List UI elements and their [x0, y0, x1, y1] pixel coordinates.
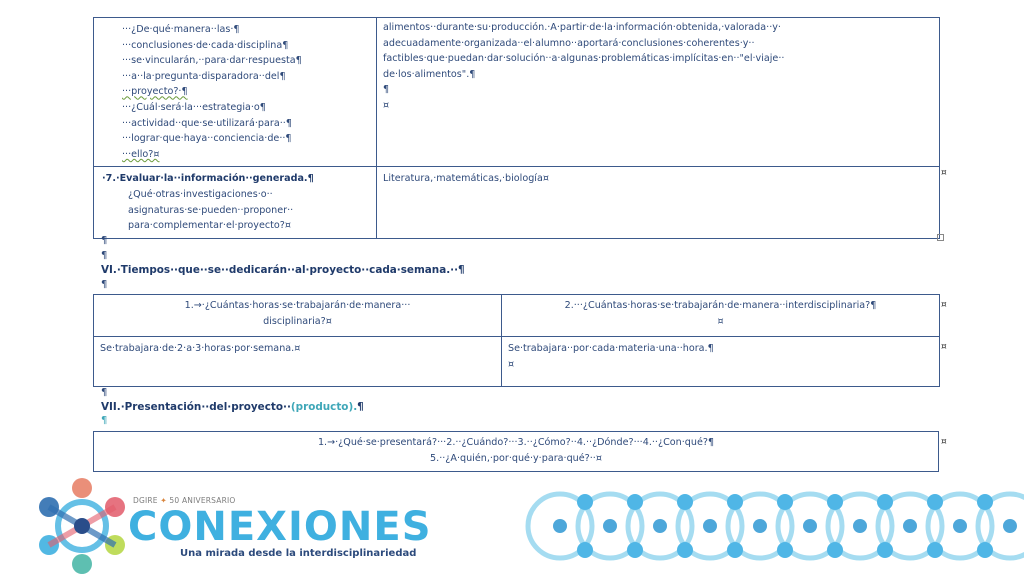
text-line: 1.→·¿Cuántas·horas·se·trabajarán·de·manera··· — [184, 300, 411, 311]
footer-banner — [0, 474, 1024, 576]
cell-subjects[interactable] — [377, 167, 940, 238]
brand-title: CONEXIONES — [128, 504, 432, 550]
text-line: factibles·que·puedan·dar·solución··a·algunas·problemáticas·implícitas·en··"el·viaje·· — [383, 53, 785, 65]
text-line: ···¿Cuál·será·la···estrategia·o¶ — [122, 101, 266, 113]
heading-vi: VI.·Tiempos··que··se··dedicarán··al·proyecto··cada·semana.··¶ — [101, 264, 465, 276]
text-line: ¤ — [717, 315, 724, 327]
text-line: ···a··la·pregunta·disparadora··del¶ — [122, 70, 286, 82]
text-line: ¶ — [383, 84, 390, 96]
table-row — [94, 295, 940, 337]
table-row — [94, 337, 940, 387]
text-line: Literatura,·matemáticas,·biología¤ — [383, 173, 549, 185]
header-interdisciplinary[interactable] — [502, 295, 940, 337]
text-line: ···actividad··que·se·utilizará·para··¶ — [122, 117, 292, 129]
text-line: adecuadamente·organizada··el·alumno··aportará·conclusiones·coherentes·y·· — [383, 37, 755, 49]
table-row — [94, 432, 939, 472]
text-line: ¿Qué·otras·investigaciones·o·· — [128, 188, 273, 200]
cell-answer[interactable] — [377, 18, 940, 167]
row-end-mark: ¤ — [941, 300, 947, 310]
text-line: para·complementar·el·proyecto?¤ — [128, 220, 291, 232]
paragraph-mark: ¶ — [101, 415, 108, 426]
cell-disciplinary-hours[interactable] — [94, 337, 502, 387]
row-end-mark: ¤ — [941, 342, 947, 352]
row-end-mark: ¤ — [941, 168, 947, 178]
table-row — [94, 167, 940, 238]
text-line: alimentos··durante·su·producción.·A·partir·de·la·información·obtenida,·valorada··y· — [383, 22, 781, 33]
text-line: disciplinaria?¤ — [263, 315, 332, 327]
tagline-anniversary: 50 ANIVERSARIO — [169, 496, 236, 505]
brand-subtitle: Una mirada desde la interdisciplinariedad — [180, 548, 417, 559]
logo-icon — [39, 478, 125, 574]
text-line: 1.→·¿Qué·se·presentará?···2.··¿Cuándo?···3.··¿Cómo?··4.··¿Dónde?···4.··¿Con·qué?¶ — [317, 437, 715, 448]
row-end-mark: ¤ — [941, 437, 947, 447]
cell-evaluate[interactable] — [94, 167, 377, 238]
table-project-stages — [93, 17, 940, 239]
cell-presentation-questions[interactable] — [94, 432, 939, 472]
paragraph-mark: ¶ — [101, 387, 108, 398]
text-line: ···se·vincularán,··para·dar·respuesta¶ — [122, 55, 302, 67]
pattern-decoration — [528, 494, 1024, 558]
star-icon: ✦ — [160, 496, 167, 505]
text-line: ···¿De·qué·manera··las·¶ — [122, 24, 240, 35]
text-line: ···proyecto?·¶ — [122, 86, 188, 98]
text-line: asignaturas·se·pueden··proponer·· — [128, 204, 294, 216]
heading-vii-text: VII.·Presentación··del·proyecto·· — [101, 401, 291, 413]
text-line: 5.··¿A·quién,·por·qué·y·para·qué?··¤ — [430, 452, 602, 464]
table-presentation-questions — [93, 431, 939, 472]
text-line: ¤ — [383, 99, 390, 111]
text-line: ···ello?¤ — [122, 148, 160, 160]
text-line: Se·trabajara··por·cada·materia·una··hora.¶ — [508, 343, 714, 354]
cell-questions[interactable] — [94, 18, 377, 167]
text-line: Se·trabajara·de·2·a·3·horas·por·semana.¤ — [100, 343, 301, 354]
cell-interdisciplinary-hours[interactable] — [502, 337, 940, 387]
text-line: de·los·alimentos".¶ — [383, 68, 476, 80]
table-weekly-hours — [93, 294, 940, 387]
text-line: ···conclusiones·de·cada·disciplina¶ — [122, 39, 289, 51]
paragraph-mark: ¶ — [101, 235, 108, 246]
heading-vii-accent: (producto). — [290, 401, 358, 413]
paragraph-mark: ¶ — [101, 250, 108, 261]
heading-vii-mark: ¶ — [357, 401, 364, 413]
text-line: 2.···¿Cuántas·horas·se·trabajarán·de·manera··interdisciplinaria?¶ — [564, 300, 877, 311]
table-row — [94, 18, 940, 167]
paragraph-mark: ¶ — [101, 279, 108, 290]
item-title: ·7.·Evaluar·la··información··generada.¶ — [102, 173, 314, 185]
heading-vii — [101, 401, 364, 413]
tagline-org: DGIRE — [133, 496, 158, 505]
text-line: ¤ — [508, 358, 515, 370]
header-disciplinary[interactable] — [94, 295, 502, 337]
text-line: ···lograr·que·haya··conciencia·de··¶ — [122, 133, 292, 145]
resize-handle[interactable] — [937, 234, 944, 241]
